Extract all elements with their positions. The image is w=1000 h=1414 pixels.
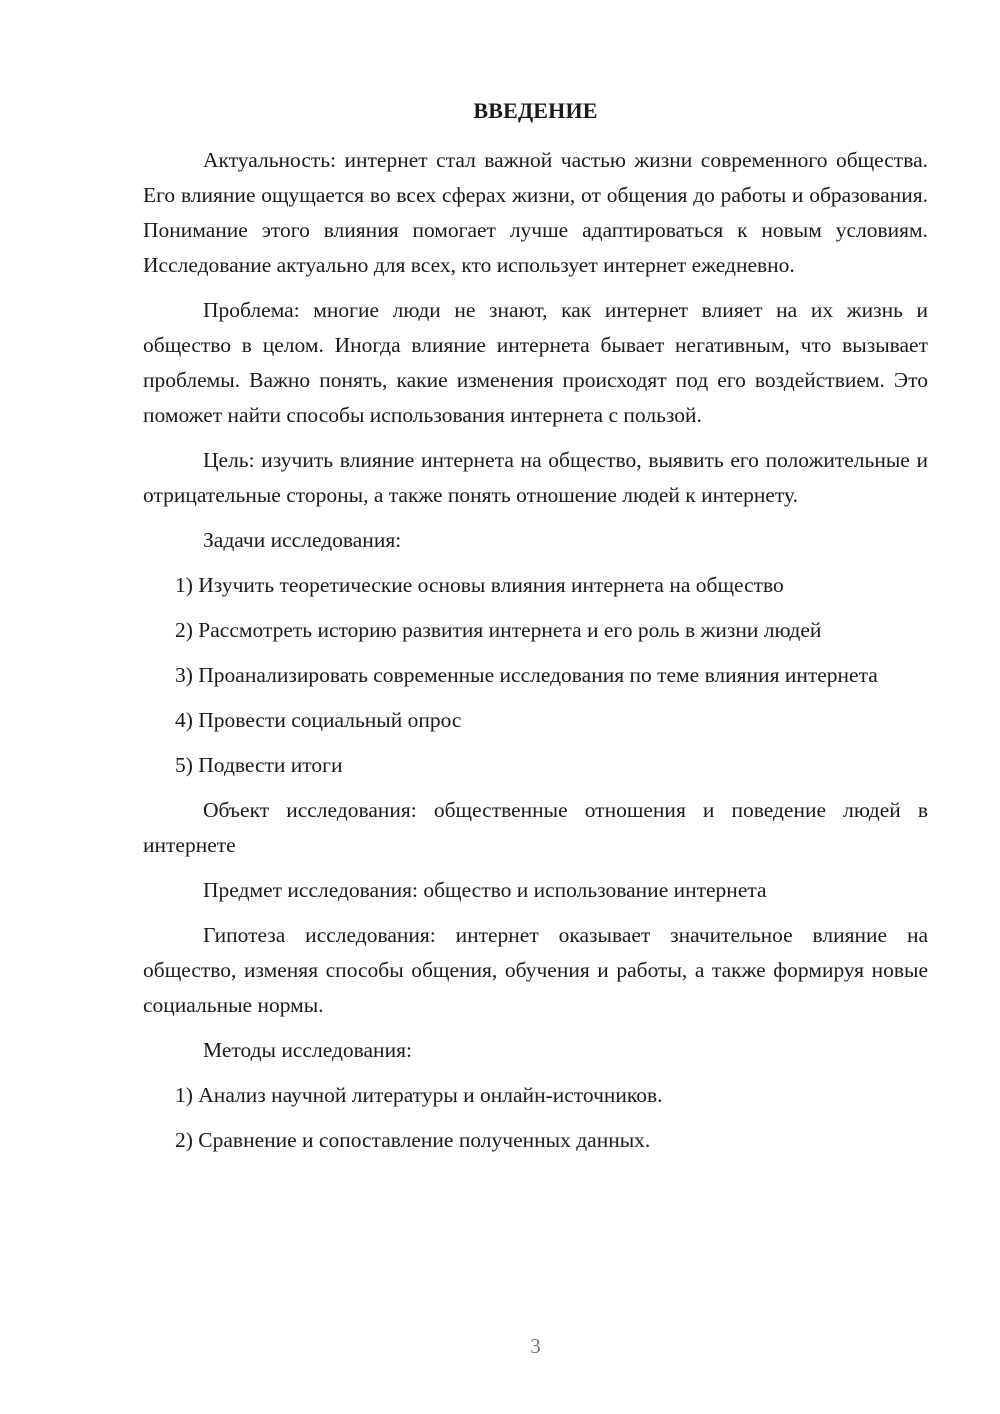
list-item-task-1: 1) Изучить теоретические основы влияния интернета на общество	[175, 573, 784, 597]
paragraph-hypothesis: Гипотеза исследования: интернет оказывает значительное влияние на общество, изменяя способы общения, обучения и работы, а также формируя новые социальные нормы.	[143, 923, 928, 1017]
list-item-method-2: 2) Сравнение и сопоставление полученных данных.	[175, 1128, 651, 1152]
list-item-task-5: 5) Подвести итоги	[175, 753, 343, 777]
list-item-task-2: 2) Рассмотреть историю развития интернета и его роль в жизни людей	[175, 618, 822, 642]
paragraph-tasks-heading: Задачи исследования:	[203, 528, 402, 552]
paragraph-object: Объект исследования: общественные отношения и поведение людей в интернете	[143, 798, 928, 857]
page-number: 3	[530, 1334, 541, 1358]
paragraph-relevance: Актуальность: интернет стал важной частью жизни современного общества. Его влияние ощущается во всех сферах жизни, от общения до работы и образования. Понимание этого влияния помогает лучше адаптироваться к новым условиям. Исследование актуально для всех, кто использует интернет ежедневно.	[143, 148, 928, 277]
list-item-task-3: 3) Проанализировать современные исследования по теме влияния интернета	[175, 663, 878, 687]
paragraph-goal: Цель: изучить влияние интернета на общество, выявить его положительные и отрицательные стороны, а также понять отношение людей к интернету.	[143, 448, 928, 507]
paragraph-subject: Предмет исследования: общество и использование интернета	[203, 878, 767, 902]
document-body	[143, 143, 928, 1168]
list-item-task-4: 4) Провести социальный опрос	[175, 708, 462, 732]
paragraph-methods-heading: Методы исследования:	[203, 1038, 412, 1062]
document-page	[143, 0, 928, 1414]
list-item-method-1: 1) Анализ научной литературы и онлайн-источников.	[175, 1083, 663, 1107]
paragraph-problem: Проблема: многие люди не знают, как интернет влияет на их жизнь и общество в целом. Иногда влияние интернета бывает негативным, что вызывает проблемы. Важно понять, какие изменения происходят под его воздействием. Это поможет найти способы использования интернета с пользой.	[143, 298, 928, 427]
page-title: ВВЕДЕНИЕ	[473, 98, 598, 123]
